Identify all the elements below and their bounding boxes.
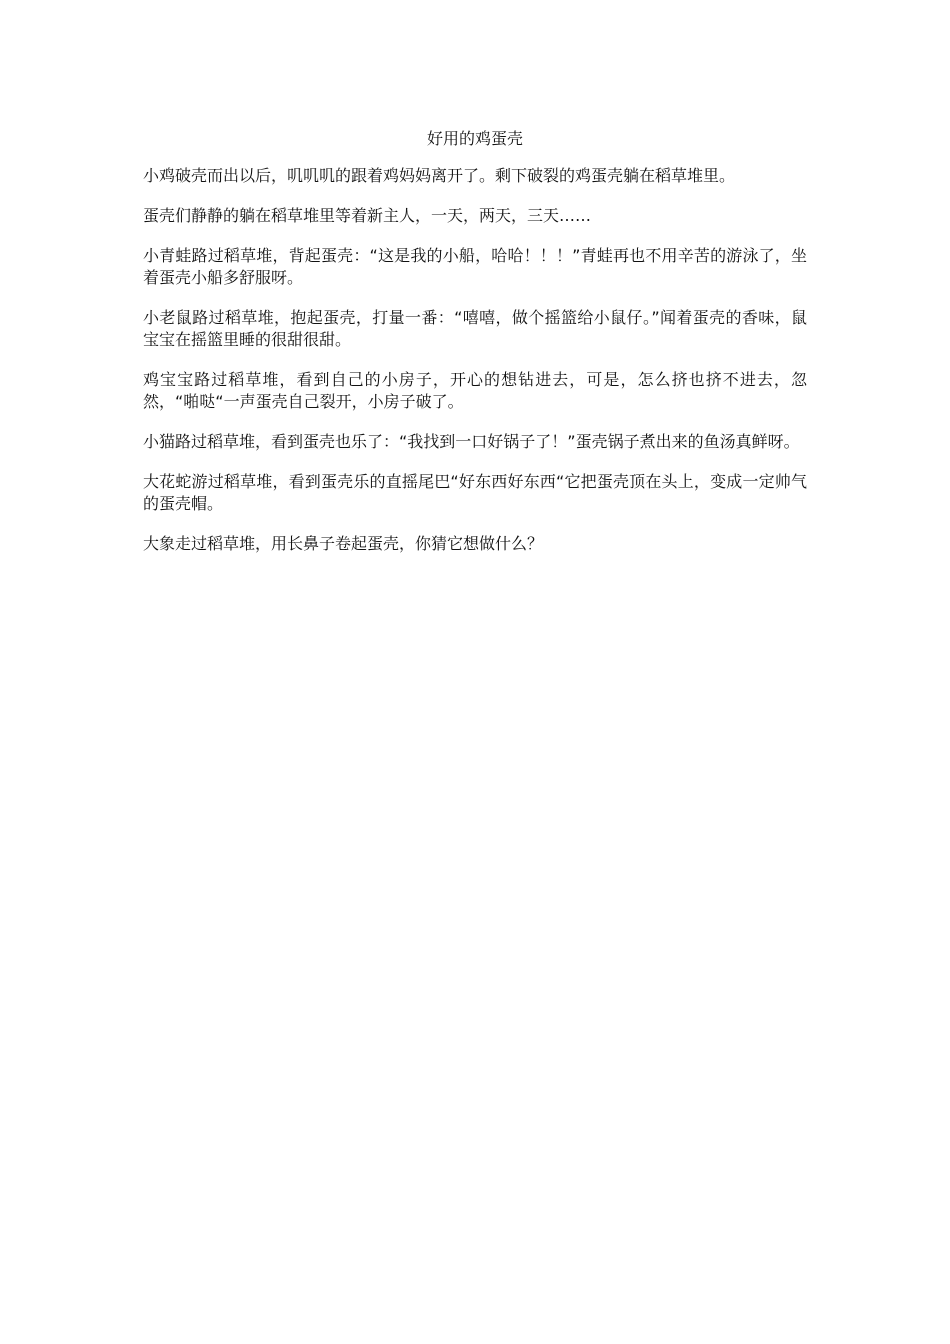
paragraph: 小鸡破壳而出以后，叽叽叽的跟着鸡妈妈离开了。剩下破裂的鸡蛋壳躺在稻草堆里。 [143, 166, 736, 185]
paragraph: 鸡宝宝路过稻草堆，看到自己的小房子，开心的想钻进去，可是，怎么挤也挤不进去，忽然，“啪哒“一声蛋壳自己裂开，小房子破了。 [143, 370, 807, 411]
paragraph: 大象走过稻草堆，用长鼻子卷起蛋壳，你猜它想做什么？ [143, 534, 544, 553]
paragraph: 小老鼠路过稻草堆，抱起蛋壳，打量一番：“嘻嘻，做个摇篮给小鼠仔。”闻着蛋壳的香味，鼠宝宝在摇篮里睡的很甜很甜。 [143, 308, 807, 349]
paragraph: 小青蛙路过稻草堆，背起蛋壳：“这是我的小船，哈哈！！！”青蛙再也不用辛苦的游泳了，坐着蛋壳小船多舒服呀。 [143, 246, 807, 287]
paragraph: 大花蛇游过稻草堆，看到蛋壳乐的直摇尾巴“好东西好东西“它把蛋壳顶在头上，变成一定帅气的蛋壳帽。 [143, 472, 807, 513]
document-body [143, 128, 807, 573]
paragraph: 小猫路过稻草堆，看到蛋壳也乐了：“我找到一口好锅子了！”蛋壳锅子煮出来的鱼汤真鲜呀。 [143, 432, 800, 451]
paragraph: 蛋壳们静静的躺在稻草堆里等着新主人，一天，两天，三天…… [143, 206, 592, 225]
document-title: 好用的鸡蛋壳 [426, 129, 523, 148]
